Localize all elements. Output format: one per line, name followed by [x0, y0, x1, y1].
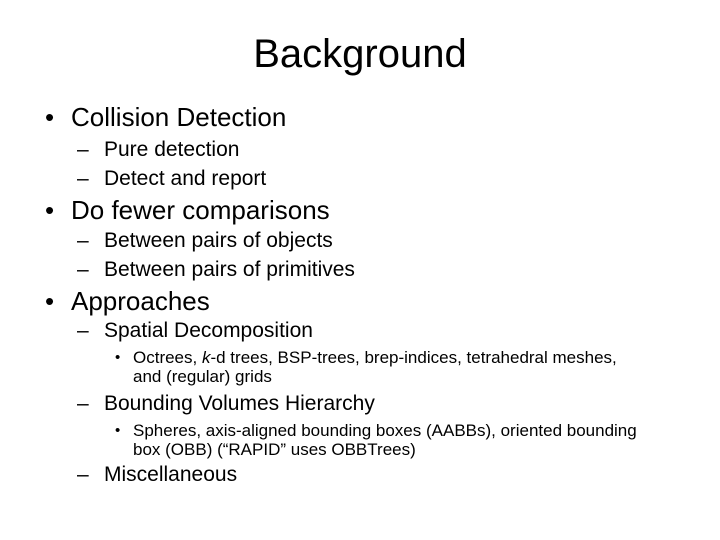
detail-bounding-volumes: [115, 421, 643, 459]
bullet-approaches: [45, 286, 210, 316]
dash-marker: –: [77, 138, 89, 161]
bullet-marker: •: [45, 286, 55, 316]
bullet-text: Collision Detection: [71, 102, 287, 132]
dash-marker: –: [77, 167, 89, 190]
sub-bullet-text: Between pairs of objects: [104, 229, 333, 252]
dash-marker: –: [77, 463, 89, 486]
sub-bullet-text: Detect and report: [104, 167, 267, 190]
dash-marker: –: [77, 319, 89, 342]
sub-bullet-pairs-of-primitives: [77, 257, 355, 283]
bullet-marker: •: [45, 102, 55, 132]
sub-bullet-text: Between pairs of primitives: [104, 258, 355, 281]
dash-marker: –: [77, 258, 89, 281]
sub-bullet-spatial-decomposition: [77, 318, 313, 344]
dash-marker: –: [77, 392, 89, 415]
sub-bullet-text: Miscellaneous: [104, 463, 238, 486]
bullet-marker: •: [115, 349, 121, 366]
bullet-do-fewer-comparisons: [45, 195, 330, 225]
sub-bullet-pairs-of-objects: [77, 228, 333, 254]
sub-bullet-bounding-volumes-hierarchy: [77, 391, 375, 417]
sub-bullet-text: Pure detection: [104, 138, 240, 161]
detail-spatial-decomposition: [115, 348, 643, 386]
bullet-marker: •: [115, 422, 121, 439]
detail-text: Spheres, axis-aligned bounding boxes (AABBs), oriented bounding box (OBB) (“RAPID” uses OBBTrees): [133, 421, 637, 459]
bullet-text: Do fewer comparisons: [71, 195, 330, 225]
sub-bullet-text: Bounding Volumes Hierarchy: [104, 392, 375, 415]
dash-marker: –: [77, 229, 89, 252]
sub-bullet-pure-detection: [77, 137, 240, 163]
bullet-collision-detection: [45, 102, 287, 132]
sub-bullet-text: Spatial Decomposition: [104, 319, 313, 342]
sub-bullet-miscellaneous: [77, 462, 238, 488]
bullet-text: Approaches: [71, 286, 210, 316]
detail-text: Octrees, k-d trees, BSP-trees, brep-indices, tetrahedral meshes, and (regular) grids: [133, 348, 617, 386]
sub-bullet-detect-and-report: [77, 166, 267, 192]
slide-title: Background: [253, 32, 467, 76]
bullet-marker: •: [45, 195, 55, 225]
